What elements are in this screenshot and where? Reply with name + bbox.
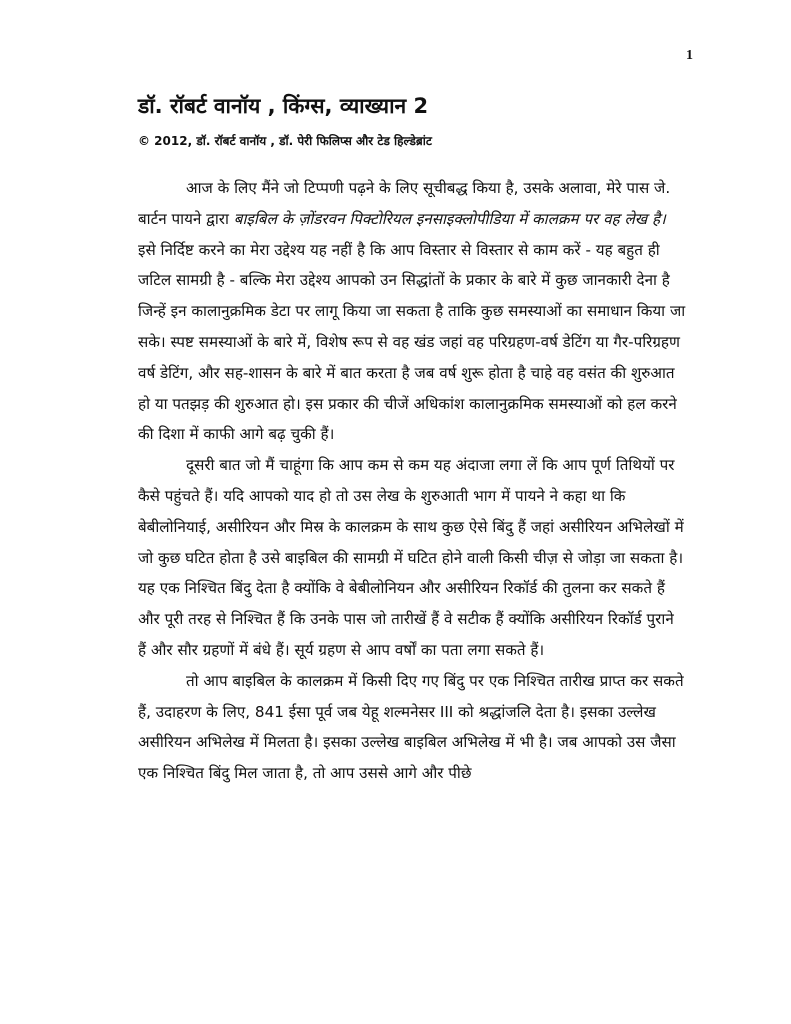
paragraph-1-rest: इसे निर्दिष्ट करने का मेरा उद्देश्य यह नहीं है कि आप विस्तार से विस्तार से काम करें - यह बहुत ही जटिल सामग्री है - बल्कि मेरा उद्देश्य आपको उन सिद्धांतों के प्रकार के बारे में कुछ जानकारी देना है जिन्हें इन कालानुक्रमिक डेटा पर लागू किया जा सकता है ताकि कुछ समस्याओं का समाधान किया जा सके। स्पष्ट समस्याओं के बारे में, विशेष रूप से वह खंड जहां वह परिग्रहण-वर्ष डेटिंग या गैर-परिग्रहण वर्ष डेटिंग, और सह-शासन के बारे में बात करता है जब वर्ष शुरू होता है चाहे वह वसंत की शुरुआत हो या पतझड़ की शुरुआत हो। इस प्रकार की चीजें अधिकांश कालानुक्रमिक समस्याओं को हल करने की दिशा में काफी आगे बढ़ चुकी हैं। (138, 240, 686, 444)
paragraph-2: दूसरी बात जो मैं चाहूंगा कि आप कम से कम यह अंदाजा लगा लें कि आप पूर्ण तिथियों पर कैसे पहुंचते हैं। यदि आपको याद हो तो उस लेख के शुरुआती भाग में पायने ने कहा था कि बेबीलोनियाई, असीरियन और मिस्र के कालक्रम के साथ कुछ ऐसे बिंदु हैं जहां असीरियन अभिलेखों में जो कुछ घटित होता है उसे बाइबिल की सामग्री में घटित होने वाली किसी चीज़ से जोड़ा जा सकता है। यह एक निश्चित बिंदु देता है क्योंकि वे बेबीलोनियन और असीरियन रिकॉर्ड की तुलना कर सकते हैं और पूरी तरह से निश्चित हैं कि उनके पास जो तारीखें हैं वे सटीक हैं क्योंकि असीरियन रिकॉर्ड पुराने हैं और सौर ग्रहणों में बंधे हैं। सूर्य ग्रहण से आप वर्षों का पता लगा सकते हैं। (138, 456, 684, 659)
paragraph-1-intro: आज के लिए मैंने जो टिप्पणी पढ़ने के लिए सूचीबद्ध किया है, उसके अलावा, मेरे पास जे. बार्टन पायने द्वारा (138, 179, 671, 228)
article-reference: बाइबिल के ज़ोंडरवन पिक्टोरियल इनसाइक्लोपीडिया में कालक्रम पर वह लेख है। (233, 209, 666, 228)
paragraph-3: तो आप बाइबिल के कालक्रम में किसी दिए गए बिंदु पर एक निश्चित तारीख प्राप्त कर सकते हैं, उदाहरण के लिए, 841 ईसा पूर्व जब येहू शल्मनेसर III को श्रद्धांजलि देता है। इसका उल्लेख असीरियन अभिलेख में मिलता है। इसका उल्लेख बाइबिल अभिलेख में भी है। जब आपको उस जैसा एक निश्चित बिंदु मिल जाता है, तो आप उससे आगे और पीछे (138, 671, 684, 783)
lecture-title: डॉ. रॉबर्ट वानॉय , किंग्स, व्याख्यान 2 (138, 94, 429, 118)
paragraph-1 (138, 173, 686, 450)
copyright-line: © 2012, डॉ. रॉबर्ट वानॉय , डॉ. पेरी फिलिप्स और टेड हिल्डेब्रांट (138, 134, 432, 148)
page-number: 1 (686, 48, 693, 63)
lecture-body (138, 173, 686, 789)
